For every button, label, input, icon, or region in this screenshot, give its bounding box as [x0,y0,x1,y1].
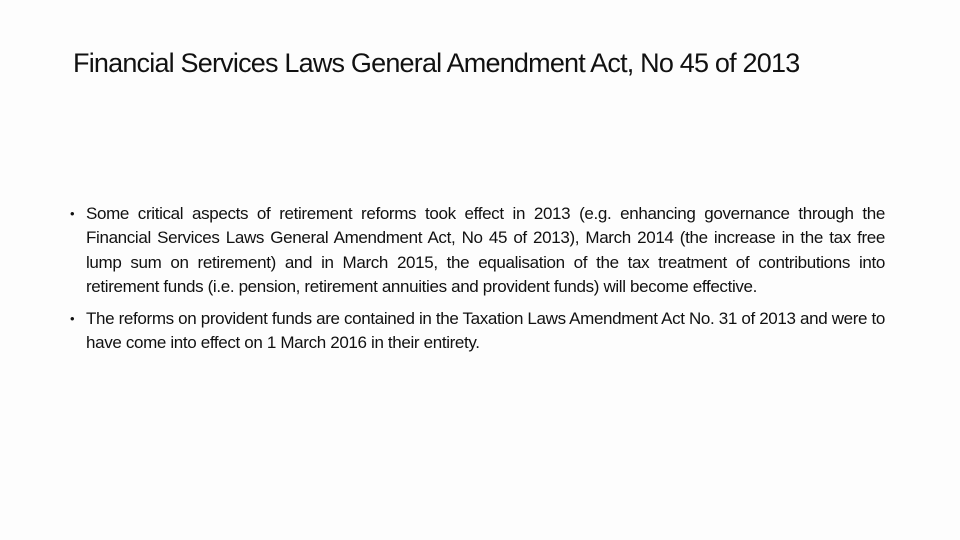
bullet-text: The reforms on provident funds are contained in the Taxation Laws Amendment Act No. 31 of 2013 and were to have come into effect on 1 March 2016 in their entirety. [86,309,885,353]
bullet-list [70,202,885,364]
slide-title: Financial Services Laws General Amendment Act, No 45 of 2013 [73,48,800,78]
bullet-icon: • [70,311,75,327]
list-item [70,307,885,356]
bullet-icon: • [70,206,75,221]
list-item [70,202,885,299]
bullet-text: Some critical aspects of retirement reforms took effect in 2013 (e.g. enhancing governance through the Financial Services Laws General Amendment Act, No 45 of 2013), March 2014 (the increase in the tax free lump sum on retirement) and in March 2015, the equalisation of the tax treatment of contributions into retirement funds (i.e. pension, retirement annuities and provident funds) will become effective. [86,204,885,296]
